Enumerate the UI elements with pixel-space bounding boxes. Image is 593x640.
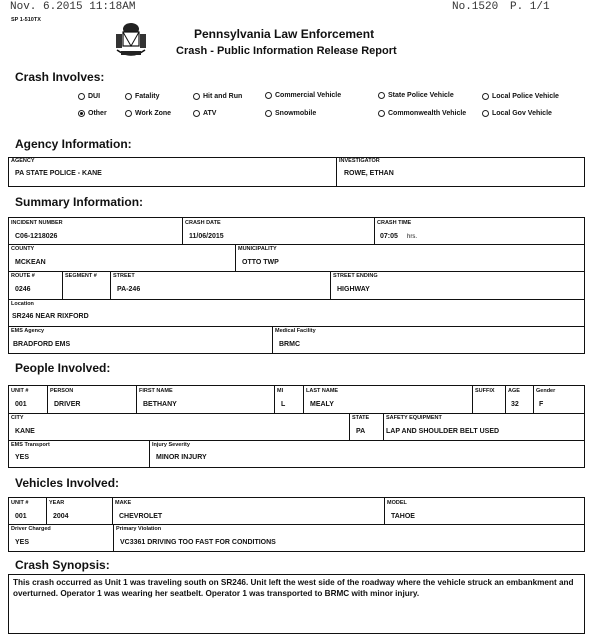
fax-datetime: Nov. 6.2015 11:18AM [10,1,136,13]
crash-time-unit: hrs. [407,234,418,240]
crash-time-value: 07:05 [380,233,398,240]
radio-commonwealth-vehicle[interactable] [378,110,385,117]
last-name-value: MEALY [310,401,334,408]
form-id: SP 1-510TX [11,17,41,23]
investigator-label: INVESTIGATOR [339,158,380,164]
agency-box [8,157,585,187]
option-local-police-vehicle[interactable]: Local Police Vehicle [482,93,559,100]
last-name-label: LAST NAME [306,388,339,394]
synopsis-heading: Crash Synopsis: [15,558,110,572]
injury-severity-label: Injury Severity [152,442,190,448]
pa-seal-icon [113,20,149,67]
fax-page: P. 1/1 [510,1,550,13]
ems-agency-value: BRADFORD EMS [13,341,71,348]
street-ending-label: STREET ENDING [333,273,378,279]
driver-charged-value: YES [15,539,30,546]
unit-label: UNIT # [11,388,29,394]
radio-snowmobile[interactable] [265,110,272,117]
vehicles-heading: Vehicles Involved: [15,476,120,490]
person-label: PERSON [50,388,74,394]
synopsis-text: This crash occurred as Unit 1 was traveling south on SR246. Unit left the west side of the roadway where the vehicle struck an embankment and overturned. Operator 1 was wearing her seatbelt. Operator 1 was transported to BRMC with minor injury. [8,574,585,634]
vehicle-year-label: YEAR [49,500,65,506]
segment-label: SEGMENT # [65,273,97,279]
option-commonwealth-vehicle[interactable]: Commonwealth Vehicle [378,110,466,117]
city-label: CITY [11,415,24,421]
medical-facility-label: Medical Facility [275,328,316,334]
crash-date-label: CRASH DATE [185,220,221,226]
location-label: Location [11,301,34,307]
radio-hit-and-run[interactable] [193,93,200,100]
injury-severity-value: MINOR INJURY [156,454,207,461]
street-label: STREET [113,273,135,279]
vehicles-box [8,497,585,552]
state-value: PA [356,428,366,435]
page-title: Pennsylvania Law Enforcement [194,27,375,41]
crash-time-label: CRASH TIME [377,220,412,226]
vehicle-year-value: 2004 [53,513,69,520]
option-hit-and-run[interactable]: Hit and Run [193,93,242,100]
safety-equipment-label: SAFETY EQUIPMENT [386,415,442,421]
option-fatality[interactable]: Fatality [125,93,160,100]
option-other[interactable]: Other [78,110,107,117]
option-atv[interactable]: ATV [193,110,216,117]
city-value: KANE [15,428,35,435]
ems-transport-label: EMS Transport [11,442,50,448]
street-value: PA-246 [117,286,141,293]
radio-other-selected[interactable] [78,110,85,117]
vehicle-model-value: TAHOE [391,513,415,520]
first-name-value: BETHANY [143,401,177,408]
summary-box [8,217,585,354]
agency-heading: Agency Information: [15,137,132,151]
radio-local-gov-vehicle[interactable] [482,110,489,117]
mi-value: L [281,401,286,408]
route-value: 0246 [15,286,31,293]
county-label: COUNTY [11,246,35,252]
person-value: DRIVER [54,401,81,408]
incident-number-value: C06-1218026 [15,233,58,240]
age-label: AGE [508,388,520,394]
radio-dui[interactable] [78,93,85,100]
mi-label: MI [277,388,284,394]
incident-number-label: INCIDENT NUMBER [11,220,63,226]
radio-atv[interactable] [193,110,200,117]
medical-facility-value: BRMC [279,341,300,348]
vehicle-make-value: CHEVROLET [119,513,163,520]
fax-number: No.1520 [452,1,499,13]
route-label: ROUTE # [11,273,35,279]
primary-violation-label: Primary Violation [116,526,162,532]
crash-date-value: 11/06/2015 [189,233,224,240]
municipality-label: MUNICIPALITY [238,246,277,252]
option-local-gov-vehicle[interactable]: Local Gov Vehicle [482,110,552,117]
location-value: SR246 NEAR RIXFORD [12,313,89,320]
unit-value: 001 [15,401,27,408]
page-subtitle: Crash - Public Information Release Report [176,45,397,57]
radio-work-zone[interactable] [125,110,132,117]
crash-involves-heading: Crash Involves: [15,70,105,84]
option-commercial-vehicle[interactable]: Commercial Vehicle [265,92,341,99]
gender-label: Gender [536,388,556,394]
option-work-zone[interactable]: Work Zone [125,110,171,117]
radio-local-police-vehicle[interactable] [482,93,489,100]
gender-value: F [539,401,544,408]
ems-agency-label: EMS Agency [11,328,45,334]
vehicle-model-label: MODEL [387,500,407,506]
agency-value: PA STATE POLICE - KANE [15,170,102,177]
radio-fatality[interactable] [125,93,132,100]
agency-label: AGENCY [11,158,35,164]
vehicle-make-label: MAKE [115,500,132,506]
vehicle-unit-value: 001 [15,513,27,520]
age-value: 32 [511,401,519,408]
county-value: MCKEAN [15,259,46,266]
investigator-value: ROWE, ETHAN [344,170,394,177]
radio-commercial-vehicle[interactable] [265,92,272,99]
summary-heading: Summary Information: [15,195,144,209]
option-snowmobile[interactable]: Snowmobile [265,110,316,117]
option-state-police-vehicle[interactable]: State Police Vehicle [378,92,454,99]
suffix-label: SUFFIX [475,388,495,394]
option-dui[interactable]: DUI [78,93,100,100]
people-box [8,385,585,468]
first-name-label: FIRST NAME [139,388,173,394]
people-heading: People Involved: [15,361,111,375]
primary-violation-value: VC3361 DRIVING TOO FAST FOR CONDITIONS [120,539,276,546]
state-label: STATE [352,415,370,421]
vehicle-unit-label: UNIT # [11,500,29,506]
street-ending-value: HIGHWAY [337,286,370,293]
municipality-value: OTTO TWP [242,259,279,266]
driver-charged-label: Driver Charged [11,526,51,532]
radio-state-police-vehicle[interactable] [378,92,385,99]
safety-equipment-value: LAP AND SHOULDER BELT USED [386,428,500,435]
ems-transport-value: YES [15,454,30,461]
